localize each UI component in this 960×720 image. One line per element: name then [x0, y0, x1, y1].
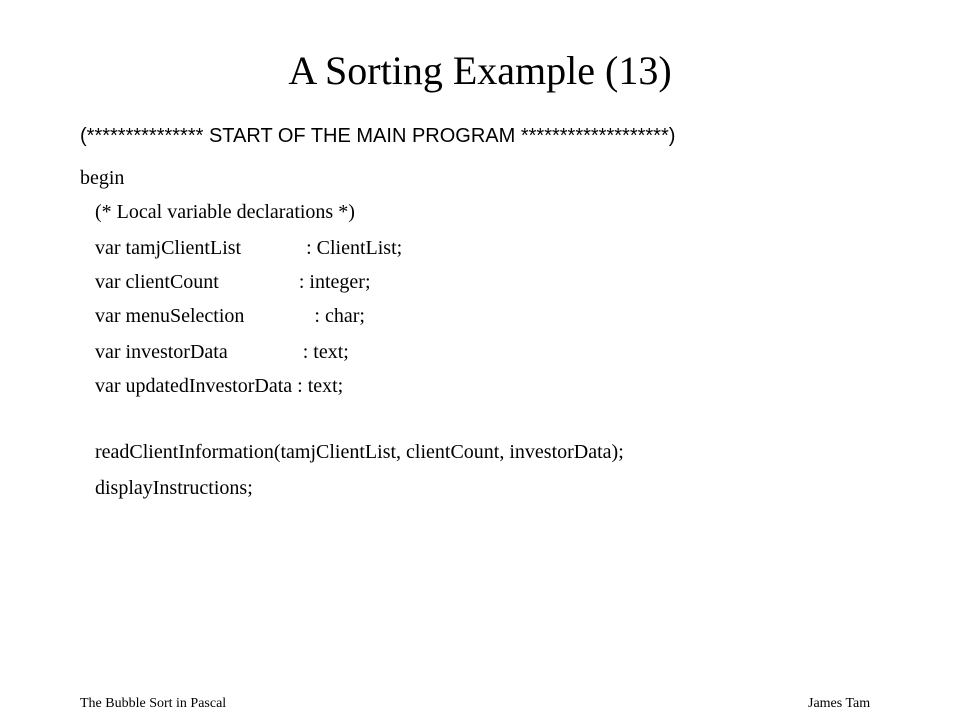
code-line-var-investorData: var investorData : text; — [80, 341, 349, 363]
code-line-var-clientCount: var clientCount : integer; — [80, 271, 371, 293]
code-line-displayInstructions: displayInstructions; — [80, 477, 253, 499]
code-line-comment-banner: (*************** START OF THE MAIN PROGRAM *******************) — [80, 125, 676, 147]
code-line-readClientInformation: readClientInformation(tamjClientList, clientCount, investorData); — [80, 441, 624, 463]
slide-title: A Sorting Example (13) — [288, 48, 672, 93]
code-line-begin: begin — [80, 167, 125, 189]
code-line-var-menuSelection: var menuSelection : char; — [80, 305, 365, 327]
code-line-var-tamjClientList: var tamjClientList : ClientList; — [80, 237, 403, 259]
footer-course-title: The Bubble Sort in Pascal — [80, 696, 227, 711]
footer-author: James Tam — [808, 696, 871, 711]
code-line-var-updatedInvestorData: var updatedInvestorData : text; — [80, 375, 344, 397]
code-line-comment-declarations: (* Local variable declarations *) — [80, 201, 355, 223]
